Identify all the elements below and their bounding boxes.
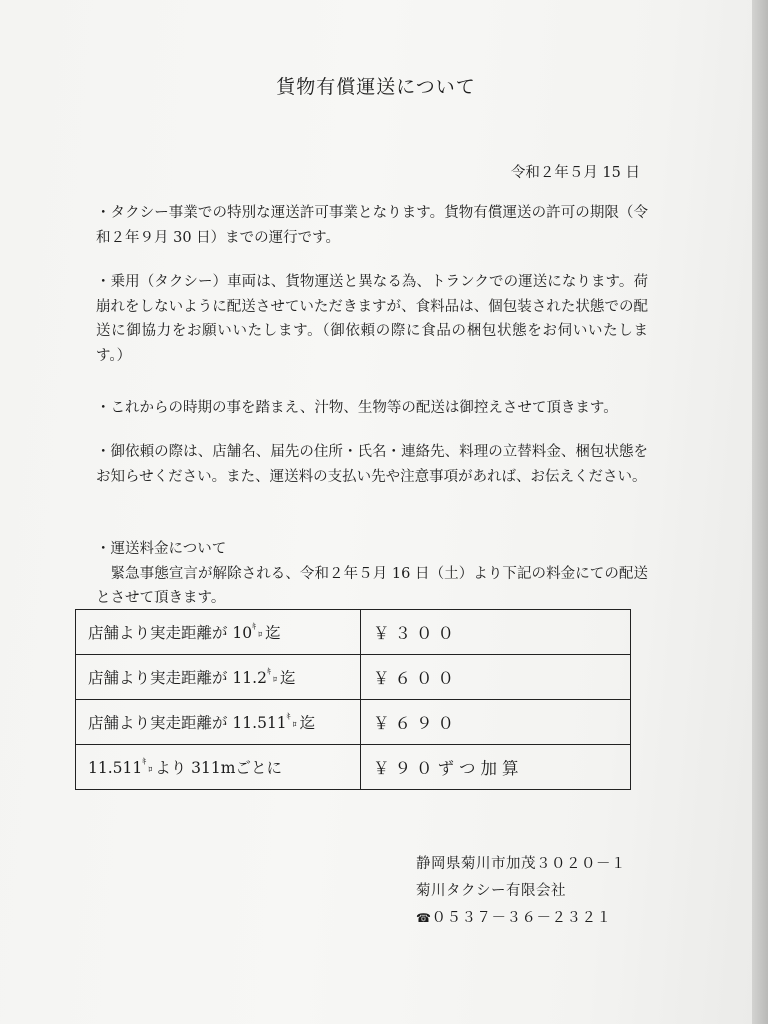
document-date: 令和２年５月 15 日 (510, 165, 640, 181)
paragraph-request-info: ・御依頼の際は、店舗名、届先の住所・氏名・連絡先、料理の立替料金、梱包状態をお知らせください。また、運送料の支払い先や注意事項があれば、お伝えください。 (96, 444, 648, 485)
company-block (416, 851, 626, 932)
phone-icon: ☎ (416, 911, 432, 925)
company-phone-number: ０５３７－３６－２３２１ (431, 910, 612, 926)
table-row (76, 655, 631, 700)
fee-table (75, 609, 631, 790)
table-row (76, 610, 631, 655)
fee-distance-cell: 店舗より実走距離が 11.2 ｷ ﾛ 迄 (76, 655, 361, 700)
fee-distance-cell: 店舗より実走距離が 10 ｷ ﾛ 迄 (76, 610, 361, 655)
paragraph-restrictions: ・これからの時期の事を踏まえ、汁物、生物等の配送は御控えさせて頂きます。 (96, 400, 618, 416)
paragraph-vehicle: ・乗用（タクシー）車両は、貨物運送と異なる為、トランクでの運送になります。荷崩れをしないように配送させていただきますが、食料品は、個包装された状態での配送に御協力をお願いいたします。（御依頼の際に食品の梱包状態をお伺いいたします。） (96, 274, 648, 364)
km-unit: ｷ ﾛ (286, 712, 297, 729)
km-unit: ｷ ﾛ (252, 622, 263, 639)
company-name: 菊川タクシー有限会社 (416, 883, 566, 899)
km-unit: ｷ ﾛ (142, 757, 153, 774)
table-row (76, 700, 631, 745)
company-phone (416, 905, 626, 932)
fee-price-cell: ￥９０ずつ加算 (361, 745, 631, 790)
fee-price-cell: ￥６００ (361, 655, 631, 700)
paragraph-fees-intro: ・運送料金について 緊急事態宣言が解除される、令和２年５月 16 日（土）より下記の料金にての配送とさせて頂きます。 (96, 541, 648, 606)
company-address: 静岡県菊川市加茂３０２０－１ (416, 856, 626, 872)
fee-price-cell: ￥３００ (361, 610, 631, 655)
fee-distance-cell: 11.511 ｷ ﾛ より 311mごとに (76, 745, 361, 790)
table-row (76, 745, 631, 790)
fee-distance-cell: 店舗より実走距離が 11.511 ｷ ﾛ 迄 (76, 700, 361, 745)
document-title: 貨物有償運送について (276, 76, 476, 98)
paper-edge (752, 0, 768, 1024)
km-unit: ｷ ﾛ (266, 667, 277, 684)
fee-price-cell: ￥６９０ (361, 700, 631, 745)
paragraph-permit: ・タクシー事業での特別な運送許可事業となります。貨物有償運送の許可の期限（令和２年９月 30 日）までの運行です。 (96, 205, 648, 246)
